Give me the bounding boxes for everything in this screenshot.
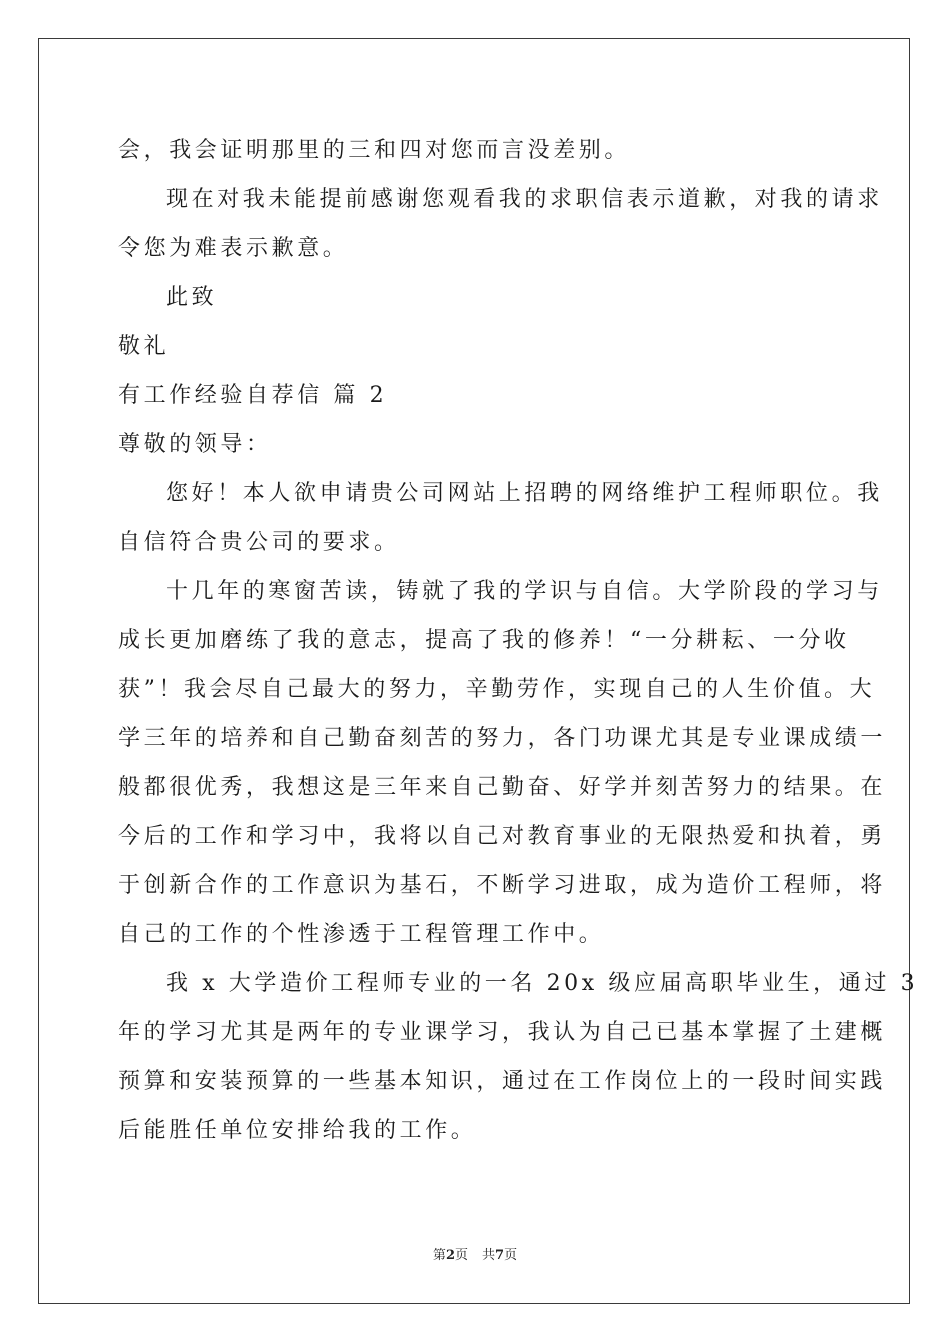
text-line: 今后的工作和学习中，我将以自己对教育事业的无限热爱和执着，勇	[118, 824, 887, 849]
text-line: 预算和安装预算的一些基本知识，通过在工作岗位上的一段时间实践	[118, 1069, 887, 1094]
document-body	[118, 126, 919, 1155]
total-prefix: 共	[482, 1248, 496, 1263]
page-suffix: 页	[454, 1248, 468, 1263]
text-line: 现在对我未能提前感谢您观看我的求职信表示道歉，对我的请求	[166, 187, 883, 212]
text-line: 十几年的寒窗苦读，铸就了我的学识与自信。大学阶段的学习与	[166, 579, 883, 604]
closing-salutation: 此致	[166, 285, 218, 310]
text-line: 于创新合作的工作意识为基石，不断学习进取，成为造价工程师，将	[118, 873, 887, 898]
text-line: 成长更加磨练了我的意志，提高了我的修养！“一分耕耘、一分收	[118, 628, 850, 653]
text-line: 获”！我会尽自己最大的努力，辛勤劳作，实现自己的人生价值。大	[118, 677, 876, 702]
text-line: 令您为难表示歉意。	[118, 236, 349, 261]
letter-greeting: 尊敬的领导：	[118, 432, 272, 457]
page-footer	[0, 1247, 950, 1265]
text-line: 年的学习尤其是两年的专业课学习，我认为自己已基本掌握了土建概	[118, 1020, 887, 1045]
text-line: 后能胜任单位安排给我的工作。	[118, 1118, 477, 1143]
closing-regards: 敬礼	[118, 334, 170, 359]
page-prefix: 第	[432, 1248, 446, 1263]
total-suffix: 页	[504, 1248, 518, 1263]
text-line: 学三年的培养和自己勤奋刻苦的努力，各门功课尤其是专业课成绩一	[118, 726, 887, 751]
text-line: 般都很优秀，我想这是三年来自己勤奋、好学并刻苦努力的结果。在	[118, 775, 887, 800]
text-line: 会，我会证明那里的三和四对您而言没差别。	[118, 138, 631, 163]
page-current: 2	[445, 1248, 455, 1263]
text-line: 自己的工作的个性渗透于工程管理工作中。	[118, 922, 605, 947]
text-line: 您好！本人欲申请贵公司网站上招聘的网络维护工程师职位。我	[166, 481, 883, 506]
text-line: 自信符合贵公司的要求。	[118, 530, 400, 555]
page-total: 7	[495, 1248, 505, 1263]
section-title: 有工作经验自荐信 篇 2	[118, 383, 388, 408]
text-line: 我 x 大学造价工程师专业的一名 20x 级应届高职毕业生，通过 3	[166, 971, 919, 996]
